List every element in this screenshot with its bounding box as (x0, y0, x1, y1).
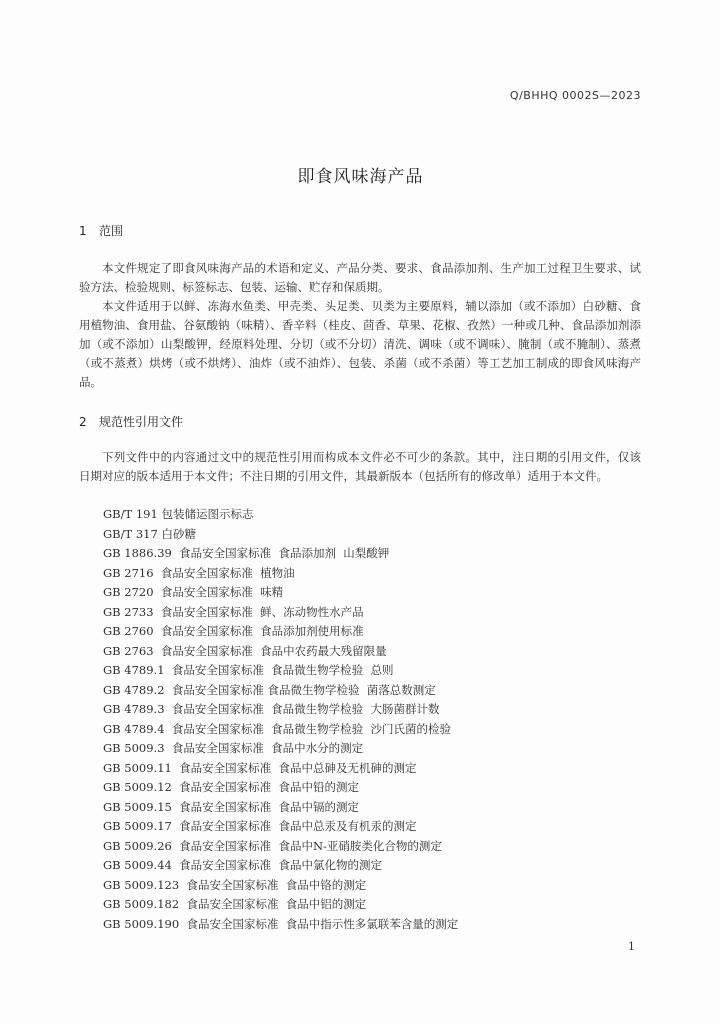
section-1-paragraph-2: 本文件适用于以鲜、冻海水鱼类、甲壳类、头足类、贝类为主要原料，辅以添加（或不添加）白砂糖、食用植物油、食用盐、谷氨酸钠（味精）、香辛料（桂皮、茴香、草果、花椒、孜然）一种或几种、食品添加剂添加（或不添加）山梨酸钾，经原料处理、分切（或不分切）清洗、调味（或不调味）、腌制（或不腌制）、蒸煮（或不蒸煮）烘烤（或不烘烤）、油炸（或不油炸）、包装、杀菌（或不杀菌）等工艺加工制成的即食风味海产品。 (79, 299, 641, 389)
reference-item: GB 5009.15 食品安全国家标准 食品中镉的测定 (103, 799, 359, 814)
section-2-title: 规范性引用文件 (99, 415, 184, 429)
reference-item: GB/T 191 包装储运图示标志 (103, 507, 254, 521)
section-1-title: 范围 (99, 224, 124, 238)
reference-item: GB 5009.12 食品安全国家标准 食品中铅的测定 (103, 780, 359, 794)
section-2-intro: 下列文件中的内容通过文中的规范性引用而构成本文件必不可少的条款。其中，注日期的引用文件，仅该日期对应的版本适用于本文件；不注日期的引用文件，其最新版本（包括所有的修改单）适用于本文件。 (79, 450, 641, 483)
standard-code: Q/BHHQ 0002S—2023 (509, 89, 641, 102)
reference-item: GB 5009.26 食品安全国家标准 食品中N-亚硝胺类化合物的测定 (103, 838, 442, 853)
reference-item: GB 1886.39 食品安全国家标准 食品添加剂 山梨酸钾 (103, 546, 390, 560)
reference-item: GB 2763 食品安全国家标准 食品中农药最大残留限量 (103, 643, 387, 658)
reference-item: GB 5009.44 食品安全国家标准 食品中氯化物的测定 (103, 858, 382, 872)
reference-item: GB 5009.17 食品安全国家标准 食品中总汞及有机汞的测定 (103, 819, 417, 833)
reference-item: GB 5009.123 食品安全国家标准 食品中铬的测定 (103, 877, 367, 892)
reference-item: GB 4789.1 食品安全国家标准 食品微生物学检验 总则 (103, 663, 394, 677)
reference-item: GB/T 317 白砂糖 (103, 526, 196, 541)
reference-item: GB 2720 食品安全国家标准 味精 (103, 585, 284, 599)
reference-item: GB 5009.182 食品安全国家标准 食品中铝的测定 (103, 897, 367, 911)
reference-item: GB 4789.3 食品安全国家标准 食品微生物学检验 大肠菌群计数 (103, 702, 440, 716)
section-1-paragraph-1: 本文件规定了即食风味海产品的术语和定义、产品分类、要求、食品添加剂、生产加工过程卫生要求、试验方法、检验规则、标签标志、包装、运输、贮存和保质期。 (79, 261, 641, 294)
section-2-number: 2 (79, 415, 87, 429)
reference-item: GB 4789.2 食品安全国家标准 食品微生物学检验 菌落总数测定 (103, 682, 436, 697)
reference-item: GB 4789.4 食品安全国家标准 食品微生物学检验 沙门氏菌的检验 (103, 721, 451, 736)
reference-item: GB 2760 食品安全国家标准 食品添加剂使用标准 (103, 624, 364, 638)
reference-item: GB 5009.190 食品安全国家标准 食品中指示性多氯联苯含量的测定 (103, 916, 459, 931)
section-1-heading (79, 222, 123, 239)
reference-item: GB 2733 食品安全国家标准 鲜、冻动物性水产品 (103, 604, 364, 619)
reference-item: GB 5009.3 食品安全国家标准 食品中水分的测定 (103, 741, 364, 755)
page-number: 1 (628, 940, 635, 953)
reference-item: GB 2716 食品安全国家标准 植物油 (103, 565, 295, 580)
reference-list (103, 505, 458, 934)
section-1-number: 1 (79, 224, 87, 238)
reference-item: GB 5009.11 食品安全国家标准 食品中总砷及无机砷的测定 (103, 760, 417, 775)
document-title: 即食风味海产品 (297, 167, 424, 187)
section-2-heading (79, 413, 183, 430)
